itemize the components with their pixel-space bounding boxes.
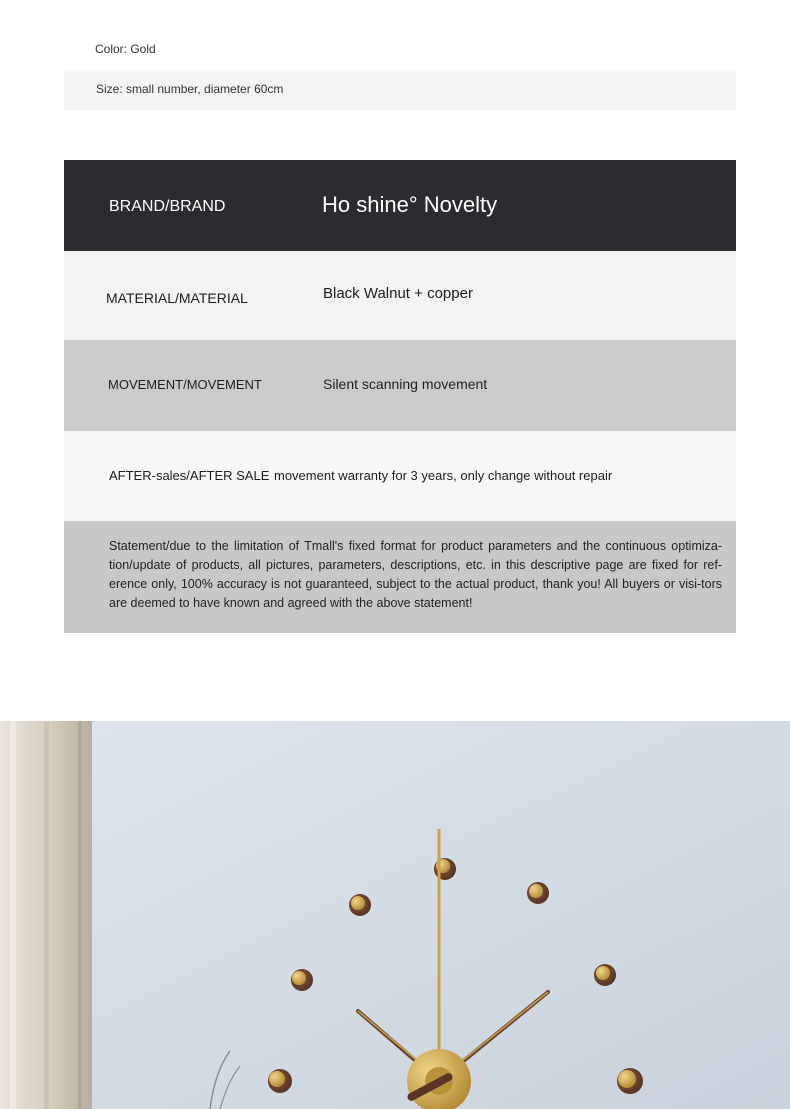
material-value: Black Walnut + copper xyxy=(323,285,473,302)
spec-row-after-sales xyxy=(64,431,736,521)
wall-clock-illustration xyxy=(0,721,790,1109)
material-label: MATERIAL/MATERIAL xyxy=(106,290,248,306)
brand-value: Ho shine° Novelty xyxy=(322,192,498,217)
spec-row-brand xyxy=(64,160,736,251)
statement-text: Statement/due to the limitation of Tmall's fixed format for product parameters and the continuous optimiza-tion/update of products, all pictures, parameters, descriptions, etc. in this descriptive page are fixed for ref-erence only, 100% accuracy is not guaranteed, subject to the actual product, thank you! All buyers or visi-tors are deemed to have known and agreed with the above statement! xyxy=(109,539,722,610)
product-photo xyxy=(0,721,790,1109)
after-sales-value: movement warranty for 3 years, only change without repair xyxy=(274,468,613,483)
movement-value: Silent scanning movement xyxy=(323,376,488,392)
spec-row-movement xyxy=(64,340,736,431)
spec-row-material xyxy=(64,251,736,340)
wall xyxy=(0,721,790,1109)
size-option-bar xyxy=(64,71,736,110)
spec-table xyxy=(64,160,736,633)
spec-row-statement xyxy=(64,521,736,633)
movement-label: MOVEMENT/MOVEMENT xyxy=(108,377,262,392)
after-sales-label: AFTER-sales/AFTER SALE xyxy=(109,468,270,483)
brand-label: BRAND/BRAND xyxy=(109,198,226,215)
size-option: Size: small number, diameter 60cm xyxy=(96,82,284,96)
color-option: Color: Gold xyxy=(95,42,156,56)
